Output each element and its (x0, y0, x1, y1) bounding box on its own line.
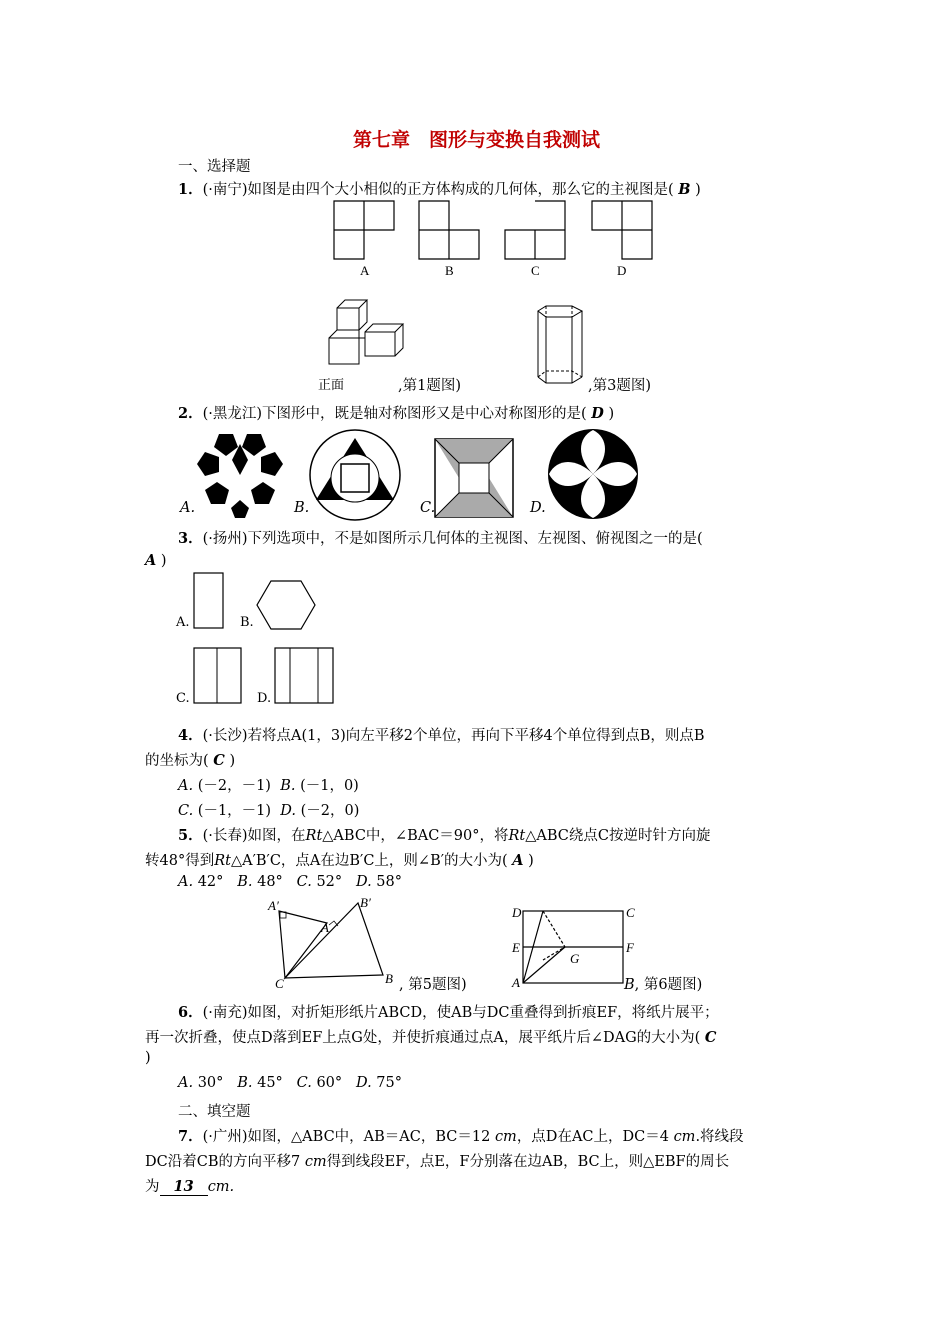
q2-option-c-figure (434, 438, 514, 518)
q5-label-b-prime: B′ (360, 895, 371, 910)
q2-option-b-figure (308, 428, 403, 523)
question-6: 6．(·南充)如图，对折矩形纸片ABCD，使AB与DC重叠得到折痕EF，将纸片展平； (178, 1004, 719, 1021)
q1-option-d-label: D (617, 263, 627, 278)
q6-options: A. 30° B. 45° C. 60° D. 75° (178, 1075, 402, 1091)
q5-options: A. 42° B. 48° C. 52° D. 58° (178, 874, 402, 890)
q3-option-d-figure (274, 647, 336, 705)
q5-label-a-prime: A′ (268, 898, 279, 913)
q1-answer: B (678, 181, 691, 198)
q3-option-c-figure (193, 647, 243, 705)
q2-option-a-label: A. (180, 500, 196, 516)
q1-number: 1． (178, 181, 203, 198)
q6-label-g: G (570, 951, 580, 966)
q2-option-a-pentagons (195, 430, 285, 520)
section-fill: 二、填空题 (178, 1104, 251, 1120)
q1-solid-figure (325, 298, 405, 368)
q6-label-c: C (626, 905, 635, 920)
question-7-line3: 为 13 cm. (145, 1178, 235, 1195)
q5-label-c: C (275, 976, 284, 991)
q1-front-label: 正面 (318, 378, 345, 393)
q1-text: (·南宁)如图是由四个大小相似的正方体构成的几何体，那么它的主视图是( (202, 182, 674, 198)
q2-option-b-label: B. (294, 500, 310, 516)
q4-options-cd: C. (－1，－1) D. (－2，0) (178, 803, 360, 819)
q3-option-d-label: D. (257, 691, 272, 706)
q3-option-c-label: C. (176, 691, 190, 706)
question-6-line3: ) (145, 1050, 151, 1066)
q5-label-b: B (385, 971, 393, 986)
q3-option-a-figure (193, 572, 225, 630)
q2-option-d-label: D. (530, 500, 546, 516)
q1-option-a-label: A (360, 263, 370, 278)
q1-option-c-figure (504, 200, 566, 260)
q4-answer: C (213, 752, 225, 769)
q6-figure-caption: B, 第6题图) (624, 977, 703, 993)
question-6-line2: 再一次折叠，使点D落到EF上点G处，并使折痕通过点A，展平纸片后∠DAG的大小为( C (145, 1029, 717, 1046)
q1-option-a-figure (333, 200, 395, 260)
q2-option-d-figure (547, 428, 639, 520)
q3-option-b-hexagon (256, 580, 316, 630)
q1-option-c-label: C (531, 263, 540, 278)
q4-options-ab: A. (－2，－1) B. (－1，0) (178, 778, 359, 794)
q6-label-f: F (626, 940, 634, 955)
q1-option-b-label: B (445, 263, 454, 278)
page-title: 第七章 图形与变换自我测试 (353, 129, 601, 151)
q1-option-b-figure (418, 200, 480, 260)
q5-figure-caption: , 第5题图) (399, 977, 467, 993)
question-7-line2: DC沿着CB的方向平移7 cm得到线段EF，点E，F分别落在边AB，BC上，则△EBF的周长 (145, 1154, 730, 1170)
q3-figure-caption: ,第3题图) (588, 378, 651, 394)
q3-option-b-label: B. (240, 615, 254, 630)
question-1: 1．(·南宁)如图是由四个大小相似的正方体构成的几何体，那么它的主视图是( B ) (178, 181, 701, 198)
q5-answer: A (512, 852, 524, 869)
q3-answer: A (145, 552, 157, 569)
q3-prism-figure (530, 305, 590, 390)
q5-label-a: A (321, 920, 329, 935)
q1-figure-caption: ,第1题图) (398, 378, 461, 394)
q3-option-a-label: A. (176, 615, 190, 630)
question-5-line2: 转48°得到Rt△A′B′C，点A在边B′C上，则∠B′的大小为( A ) (145, 852, 534, 869)
q2-answer: D (591, 405, 604, 422)
q3-answer-line: A ) (145, 552, 167, 569)
q1-option-d-figure (591, 200, 653, 260)
q5-triangle-figure (265, 895, 405, 990)
q6-answer: C (704, 1029, 717, 1046)
question-3: 3．(·扬州)下列选项中，不是如图所示几何体的主视图、左视图、俯视图之一的是( (178, 530, 703, 547)
question-2: 2．(·黑龙江)下图形中，既是轴对称图形又是中心对称图形的是( D ) (178, 405, 615, 422)
question-7: 7．(·广州)如图，△ABC中，AB＝AC，BC＝12 cm，点D在AC上，DC＝4 cm.将线段 (178, 1128, 744, 1145)
question-4-line2: 的坐标为( C ) (145, 752, 236, 769)
q7-answer-blank: 13 (160, 1178, 208, 1196)
q6-label-d: D (512, 905, 522, 920)
question-4: 4．(·长沙)若将点A(1，3)向左平移2个单位，再向下平移4个单位得到点B，则点B (178, 727, 705, 744)
q2-option-c-label: C. (420, 500, 436, 516)
q6-label-e: E (512, 940, 520, 955)
question-5: 5．(·长春)如图，在Rt△ABC中，∠BAC＝90°，将Rt△ABC绕点C按逆时针方向旋 (178, 827, 711, 844)
q6-rectangle-figure (508, 905, 643, 990)
q6-label-a: A (512, 975, 520, 990)
section-choice: 一、选择题 (178, 159, 251, 175)
